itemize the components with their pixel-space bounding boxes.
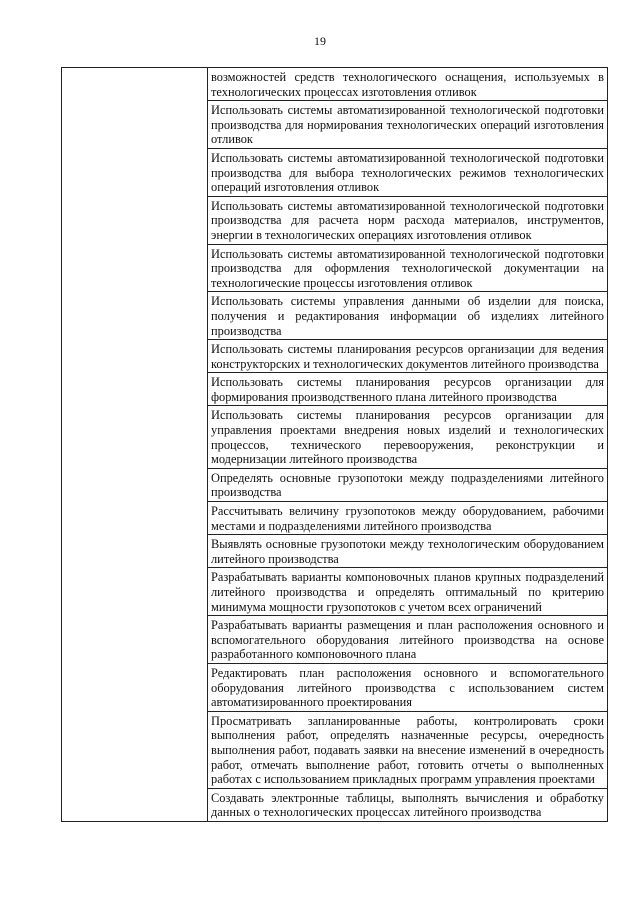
skill-cell	[208, 148, 608, 196]
skill-text: Использовать системы автоматизированной технологической подготовки производства для оформления технологической документации на технологические процессы изготовления отливок	[211, 246, 604, 290]
skill-text: Использовать системы планирования ресурсов организации для ведения конструкторских и технологических документов литейного производства	[211, 342, 604, 371]
skill-cell	[208, 711, 608, 788]
skill-cell	[208, 535, 608, 568]
skill-cell	[208, 468, 608, 501]
skill-text: Редактировать план расположения основного и вспомогательного оборудования литейного производства с использованием систем автоматизированного проектирования	[211, 665, 604, 710]
skill-text: Определять основные грузопотоки между подразделениями литейного производства	[211, 470, 604, 500]
skill-text: Использовать системы планирования ресурсов организации для формирования производственного плана литейного производства	[211, 375, 604, 404]
skill-text: Использовать системы управления данными об изделии для поиска, получения и редактирования информации об изделиях литейного производства	[211, 294, 604, 338]
skill-text: Выявлять основные грузопотоки между технологическим оборудованием литейного производства	[211, 537, 604, 566]
skill-cell	[208, 502, 608, 535]
skill-cell	[208, 406, 608, 468]
skill-cell	[208, 196, 608, 244]
skill-text: Рассчитывать величину грузопотоков между оборудованием, рабочими местами и подразделениями литейного производства	[211, 504, 604, 533]
skill-cell	[208, 101, 608, 149]
skill-text: Использовать системы планирования ресурсов организации для управления проектами внедрения новых изделий и технологических процессов, технического перевооружения, реконструкции и модернизации литейного производства	[211, 408, 604, 467]
skills-table	[61, 67, 608, 822]
skill-cell	[208, 663, 608, 711]
skill-cell	[208, 68, 608, 101]
skill-text: возможностей средств технологического оснащения, используемых в технологических процессах изготовления отливок	[211, 70, 604, 99]
skill-text: Использовать системы автоматизированной технологической подготовки производства для нормирования технологических операций изготовления отливок	[211, 103, 604, 147]
left-column-cell	[62, 68, 208, 822]
skill-cell	[208, 340, 608, 373]
table-row	[62, 68, 608, 101]
skill-text: Разрабатывать варианты компоновочных планов крупных подразделений литейного производства и определять оптимальный по критерию минимума мощности грузопотоков с учетом всех ограничений	[211, 570, 604, 614]
skill-cell	[208, 616, 608, 664]
skill-text: Создавать электронные таблицы, выполнять вычисления и обработку данных о технологических процессах литейного производства	[211, 790, 604, 820]
skill-cell	[208, 788, 608, 821]
skill-text: Разрабатывать варианты размещения и план расположения основного и вспомогательного оборудования литейного производства на основе разработанного компоновочного плана	[211, 618, 604, 662]
skills-table-body	[62, 68, 608, 822]
skill-cell	[208, 373, 608, 406]
page-number: 19	[314, 34, 326, 48]
skill-text: Использовать системы автоматизированной технологической подготовки производства для расчета норм расхода материалов, инструментов, энергии в технологических операциях изготовления отливок	[211, 198, 604, 242]
skill-cell	[208, 244, 608, 292]
skill-text: Использовать системы автоматизированной технологической подготовки производства для выбора технологических режимов технологических операций изготовления отливок	[211, 150, 604, 195]
skill-cell	[208, 292, 608, 340]
skill-text: Просматривать запланированные работы, контролировать сроки выполнения работ, определять назначенные ресурсы, очередность выполнения работ, подавать заявки на внесение изменений в очередность работ, отмечать выполнение работ, готовить отчеты о выполненных работах с использованием прикладных программ управления проектами	[211, 713, 604, 787]
skill-cell	[208, 568, 608, 616]
